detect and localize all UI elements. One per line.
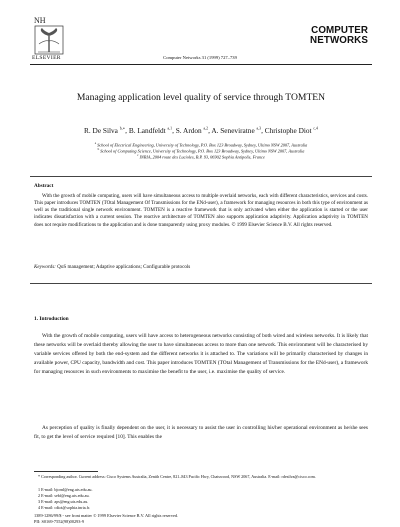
header-rule [30,64,372,65]
brand-line-2: NETWORKS [310,34,368,46]
body-paragraph: As perception of quality is finally dependent on the user, it is necessary to assist the user in controlling his/her operational environment as he/she sees fit, to get the level of service required [10]. This enables the [34,425,368,440]
footnote-email: 2 E-mail: sebf@eng.uts.edu.au. [38,493,90,498]
journal-brand [308,26,368,46]
author: R. De Silva $^{b,∗}$, [84,126,129,136]
issn-line: 1389-1286/99/$ - see front matter © 1999 Elsevier Science B.V. All rights reserved. [34,513,179,518]
elsevier-tree-logo [30,14,70,58]
keywords [34,264,190,270]
footnote-corresponding: * Corresponding author. Current address: Cisco Systems Australia, Zenith Centre, 821–843 Pacific Hwy, Chatswood, NSW 2067, Australia. E-mail: rdesilva@cisco.com. [38,474,316,479]
section-heading: 1. Introduction [34,316,69,322]
body-paragraph: With the growth of mobile computing, users will have access to heterogeneous networks consisting of both wired and wireless networks. It is likely that these networks will be overlaid thereby allowing the user to have simultaneous access to more than one network. This environment will be characterised by variable services offered by both the end-system and the different networks it is attached to. The variations will be primarily characterised by changes in available power, CPU capacity, bandwidth and cost. This paper introduces TOMTEN (TOtal Management of Transmissions for the ENd-user), a framework for managing resources in such environments to maximise the benefit to the user, i.e. maximise the quality of service. [34,333,368,375]
footnote-email: 4 E-mail: cdiot@sophia.inria.fr. [38,505,91,510]
brand-line-1: COMPUTER [311,25,368,36]
affiliation: $^c$ INRIA, 2004 route des Lucioles, B.P. 93, 06902 Sophia Antipolis, France [137,153,265,160]
author: S. Ardon $^{a,2}$, [175,126,212,136]
abstract-bottom-rule [30,283,372,284]
affiliation: $^b$ School of Computing Science, University of Technology, P.O. Box 123 Broadway, Sydney, Ultimo NSW 2007, Australia [97,147,305,154]
journal-reference: Computer Networks 31 (1999) 727–739 [163,55,237,60]
footnote-email: 3 E-mail: aps@eng.uts.edu.au. [38,499,89,504]
paper-title: Managing application level quality of service through TOMTEN [76,92,326,103]
author-list [30,126,372,135]
affiliation: $^a$ School of Electrical Engineering, University of Technology, P.O. Box 123 Broadway, Sydney, Ultimo NSW 2007, Australia [94,141,308,148]
logo-lettering: NH [34,16,46,25]
abstract-heading: Abstract [34,183,54,189]
keywords-list: QoS management; Adaptive applications; Configurable protocols [57,264,191,270]
author: Christophe Diot $^{c,4}$ [264,126,318,136]
author: B. Landfeldt $^{a,1}$, [128,126,176,136]
author: A. Seneviratne $^{a,3}$, [211,126,265,136]
publisher-name: ELSEVIER [32,55,61,61]
footnote-rule [34,471,98,472]
abstract-body: With the growth of mobile computing, users will have simultaneous access to multiple overlaid networks, each with different characteristics, services and costs. This paper introduces TOMTEN (TOtal Management Of Transmissions for the ENd-user), a framework for managing resources in both this type of environment as well as the traditional single network environment. TOMTEN is a reactive framework that is only activated when either the application is started or the user indicates dissatisfaction with a current session. The reactive architecture of TOMTEN also supports application adaptivity. Application adaptivity in TOMTEN does not require modifications to the application and is done transparently using proxy modules. © 1999 Elsevier Science B.V. All rights reserved. [34,193,368,228]
footnote-email: 1 E-mail: bjornl@eng.uts.edu.au. [38,487,93,492]
abstract-top-rule [30,176,372,177]
keywords-label: Keywords: [34,264,56,270]
pii-line: PII: S0169-7552(98)00293-9 [34,519,85,524]
